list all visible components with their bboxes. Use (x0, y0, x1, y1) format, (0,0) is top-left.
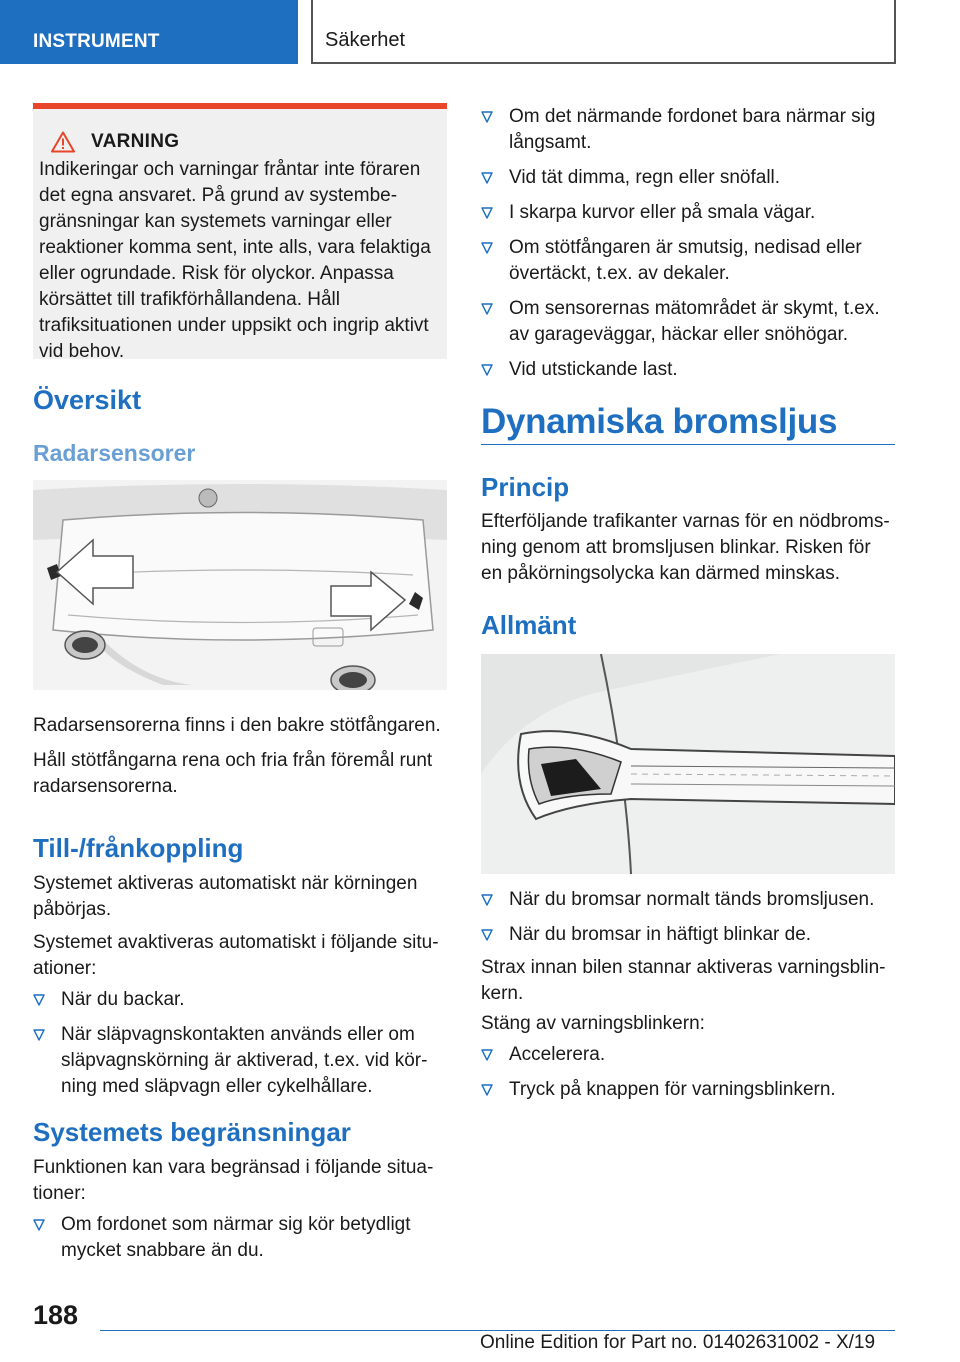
brake-light-image (481, 654, 895, 874)
list-item: Om det närmande fordonet bara närmar sig långsamt. (481, 104, 895, 156)
footer-edition: Online Edition for Part no. 01402631002 - X/19 (480, 1332, 876, 1353)
paragraph-princip: Efterföljande trafikanter varnas för en nödbromsning genom att bromsljusen blinkar. Risken för en påkörningsolycka kan därmed minskas. (481, 511, 890, 584)
warning-box (33, 103, 447, 362)
triangle-bullet-icon (481, 242, 493, 255)
paragraph-stang: Stäng av varningsblinkern: (481, 1013, 705, 1034)
list-item: I skarpa kurvor eller på smala vägar. (481, 200, 895, 226)
triangle-bullet-icon (481, 1049, 493, 1062)
triangle-bullet-icon (33, 1219, 45, 1232)
triangle-bullet-icon (481, 364, 493, 377)
heading-till-frankoppling: Till-/frånkoppling (33, 833, 244, 863)
triangle-bullet-icon (481, 172, 493, 185)
list-item: Om stötfångaren är smutsig, nedisad eller övertäckt, t.ex. av dekaler. (481, 235, 895, 287)
triangle-bullet-icon (481, 1084, 493, 1097)
page-number: 188 (33, 1300, 79, 1330)
triangle-bullet-icon (481, 303, 493, 316)
triangle-bullet-icon (481, 207, 493, 220)
heading-dynamiska-bromsljus: Dynamiska bromsljus (481, 402, 838, 441)
list-item: När du bromsar in häftigt blinkar de. (481, 922, 895, 948)
header-title: Säkerhet (325, 29, 406, 51)
heading-systemets-begransningar: Systemets begränsningar (33, 1117, 351, 1147)
list-item: När du backar. (33, 987, 447, 1013)
list-begransningar-cont (481, 104, 895, 383)
heading-rule (481, 444, 895, 445)
list-stang (481, 1042, 895, 1103)
header-title-box (311, 0, 896, 64)
paragraph-radar-clean: Håll stötfångarna rena och fria från föremål runt radarsensorerna. (33, 750, 433, 797)
triangle-bullet-icon (481, 894, 493, 907)
paragraph-strax: Strax innan bilen stannar aktiveras varningsblinkern. (481, 957, 886, 1004)
paragraph-begransningar: Funktionen kan vara begränsad i följande situationer: (33, 1157, 434, 1204)
triangle-bullet-icon (481, 111, 493, 124)
list-allmant (481, 887, 895, 948)
heading-oversikt: Översikt (33, 385, 142, 415)
list-item: Om sensorernas mätområdet är skymt, t.ex. av garageväggar, häckar eller snöhögar. (481, 296, 895, 348)
footer-rule (100, 1330, 895, 1331)
list-item: När släpvagnskontakten används eller om släpvagnskörning är aktiverad, t.ex. vid körning med släpvagn eller cykelhållare. (33, 1022, 447, 1100)
warning-title: VARNING (91, 131, 180, 152)
radar-sensors-image (33, 480, 447, 690)
paragraph-till-1: Systemet aktiveras automatiskt när körningen påbörjas. (33, 873, 418, 920)
list-item: När du bromsar normalt tänds bromsljusen. (481, 887, 895, 913)
list-item: Accelerera. (481, 1042, 895, 1068)
paragraph-radar-location: Radarsensorerna finns i den bakre stötfångaren. (33, 715, 441, 736)
paragraph-till-2: Systemet avaktiveras automatiskt i följande situationer: (33, 932, 439, 979)
heading-princip: Princip (481, 472, 570, 502)
list-item: Vid utstickande last. (481, 357, 895, 383)
tail-light-illustration (481, 654, 895, 874)
triangle-bullet-icon (481, 929, 493, 942)
triangle-bullet-icon (33, 1029, 45, 1042)
list-item: Vid tät dimma, regn eller snöfall. (481, 165, 895, 191)
triangle-bullet-icon (33, 994, 45, 1007)
rear-bumper-illustration (33, 480, 447, 690)
list-begransningar (33, 1212, 447, 1264)
header-section-tab (0, 0, 298, 64)
heading-allmant: Allmänt (481, 610, 577, 640)
warning-text: Indikeringar och varningar fråntar inte föraren det egna ansvaret. På grund av systembegränsningar kan systemets varningar eller reaktioner komma sent, inte alls, vara felaktiga eller ogrundade. Risk för olyckor. Anpassa körsättet till trafikförhållandena. Håll trafiksituationen under uppsikt och ingrip aktivt vid behov. (39, 159, 431, 362)
list-till (33, 987, 447, 1100)
list-item: Om fordonet som närmar sig kör betydligt mycket snabbare än du. (33, 1212, 447, 1264)
heading-radarsensorer: Radarsensorer (33, 440, 196, 466)
warning-triangle-icon (51, 131, 75, 153)
header-section-label: INSTRUMENT (33, 31, 160, 52)
list-item: Tryck på knappen för varningsblinkern. (481, 1077, 895, 1103)
